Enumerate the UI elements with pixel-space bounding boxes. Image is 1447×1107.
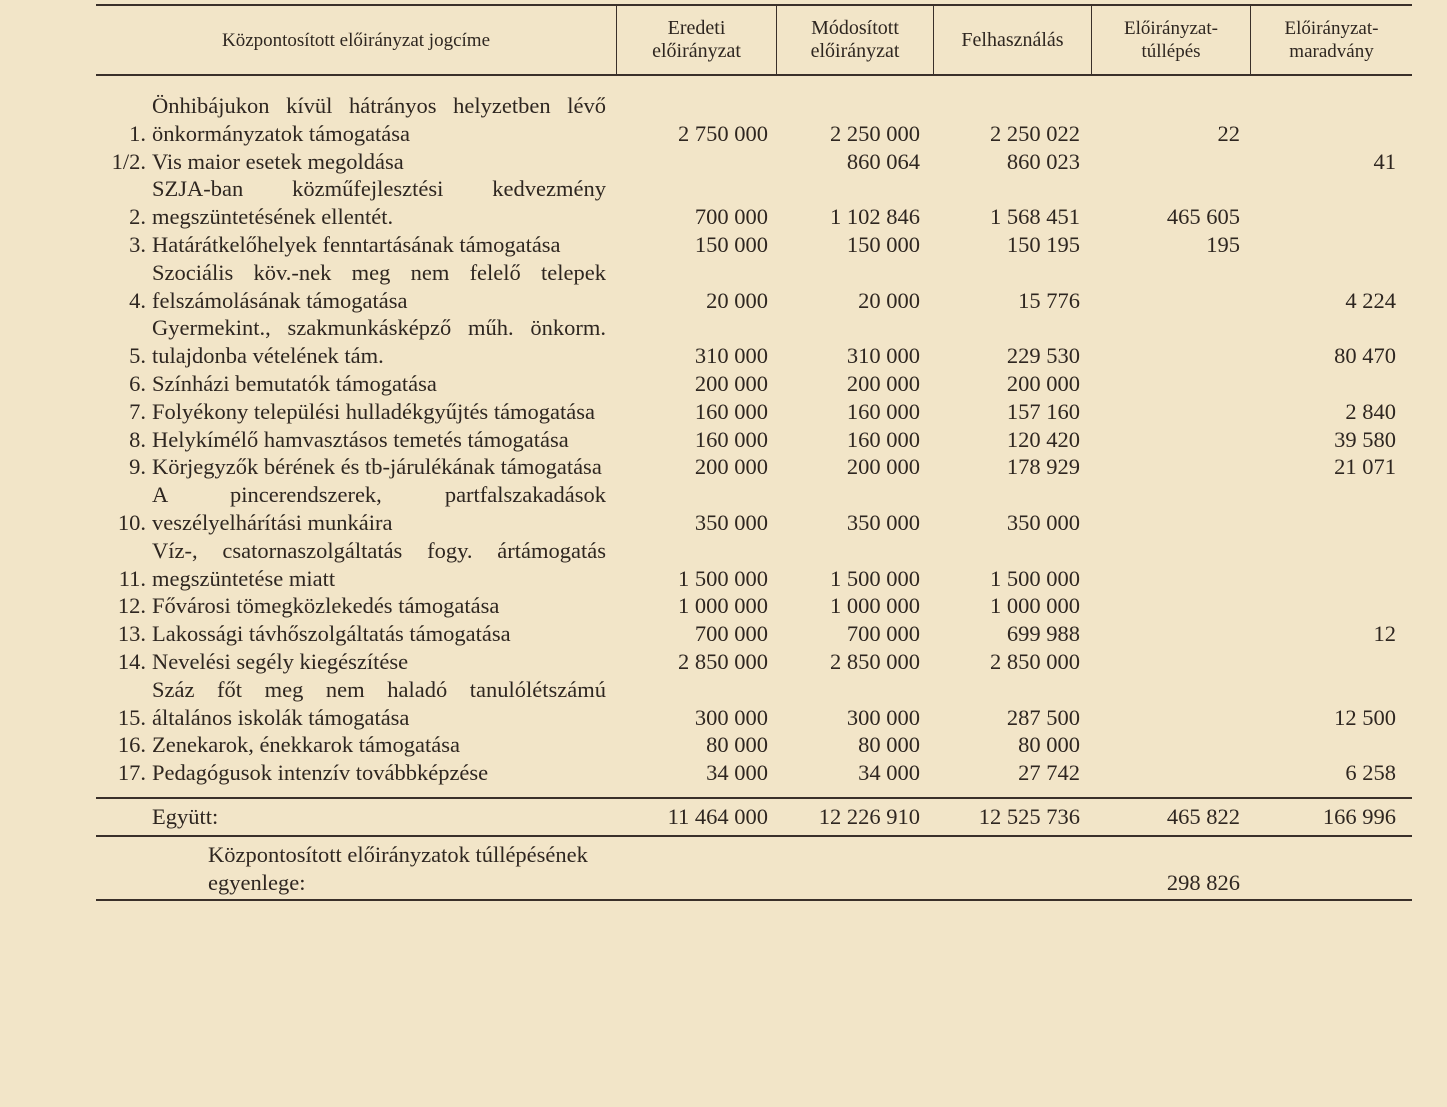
row-used: 2 850 000: [990, 648, 1080, 674]
row-used: 80 000: [1018, 732, 1080, 758]
table-header: [96, 4, 1412, 76]
row-original: 160 000: [694, 426, 768, 452]
row-label: Körjegyzők bérének és tb-járulékának támogatása: [152, 454, 602, 480]
row-used: 1 000 000: [990, 593, 1080, 619]
total-label: Együtt:: [152, 803, 219, 829]
row-used: 1 500 000: [990, 565, 1080, 591]
table-row: [96, 259, 1412, 315]
row-label: Folyékony települési hulladékgyűjtés támogatása: [152, 398, 596, 424]
row-label: Szociális köv.-nek meg nem felelő telepek felszámolásának támogatása: [152, 259, 606, 313]
row-modified: 1 500 000: [830, 565, 920, 591]
header-modified: Módosított előirányzat: [776, 6, 933, 74]
row-label: A pincerendszerek, partfalszakadások veszélyelhárítási munkáira: [152, 482, 606, 535]
table-row: [96, 759, 1412, 787]
row-residual: 39 580: [1334, 426, 1396, 452]
row-number: 6.: [129, 370, 146, 396]
row-original: 1 500 000: [678, 565, 768, 591]
row-overrun: 465 605: [1166, 204, 1240, 230]
row-original: 20 000: [706, 287, 768, 313]
total-overrun: 465 822: [1166, 803, 1240, 829]
row-modified: 860 064: [846, 148, 920, 174]
row-original: 200 000: [694, 454, 768, 480]
header-residual: Előirányzat-maradvány: [1250, 6, 1412, 74]
table-row: [96, 370, 1412, 398]
table-row: [96, 426, 1412, 454]
row-used: 699 988: [1006, 621, 1080, 647]
row-number: 13.: [117, 621, 146, 647]
total-residual: 166 996: [1322, 803, 1396, 829]
row-original: 200 000: [694, 370, 768, 396]
row-number: 16.: [117, 732, 146, 758]
balance-label: Központosított előirányzatok túllépésének egyenlege:: [208, 841, 588, 895]
row-modified: 1 000 000: [830, 593, 920, 619]
balance-section: [96, 837, 1412, 901]
row-label: Gyermekint., szakmunkásképző műh. önkorm. tulajdonba vételének tám.: [152, 315, 606, 369]
row-modified: 700 000: [846, 621, 920, 647]
row-original: 2 750 000: [678, 120, 768, 146]
row-number: 8.: [129, 426, 146, 452]
table-row: [96, 231, 1412, 259]
balance-row: [96, 841, 1412, 897]
table-body: [96, 76, 1412, 787]
row-used: 2 250 022: [990, 120, 1080, 146]
table-row: [96, 148, 1412, 176]
row-number: 3.: [129, 231, 146, 257]
row-label: Nevelési segély kiegészítése: [152, 648, 409, 674]
row-overrun: 195: [1206, 231, 1240, 257]
row-modified: 34 000: [858, 760, 920, 786]
row-modified: 160 000: [846, 398, 920, 424]
row-label: Határátkelőhelyek fenntartásának támogatása: [152, 231, 561, 257]
row-residual: 2 840: [1345, 398, 1396, 424]
table-row: [96, 620, 1412, 648]
row-modified: 310 000: [846, 343, 920, 369]
row-used: 200 000: [1006, 370, 1080, 396]
table-row: [96, 92, 1412, 148]
balance-overrun: 298 826: [1166, 869, 1240, 895]
row-modified: 80 000: [858, 732, 920, 758]
row-original: 700 000: [694, 204, 768, 230]
row-modified: 150 000: [846, 231, 920, 257]
row-original: 80 000: [706, 732, 768, 758]
table-row: [96, 676, 1412, 732]
row-used: 150 195: [1006, 231, 1080, 257]
table-row: [96, 481, 1412, 537]
row-label: Fővárosi tömegközlekedés támogatása: [152, 593, 500, 619]
row-original: 700 000: [694, 621, 768, 647]
row-label: Vis maior esetek megoldása: [152, 148, 404, 174]
row-label: SZJA-ban közműfejlesztési kedvezmény megszüntetésének ellentét.: [152, 176, 606, 230]
row-label: Színházi bemutatók támogatása: [152, 370, 437, 396]
row-residual: 12: [1373, 621, 1396, 647]
row-used: 27 742: [1018, 760, 1080, 786]
total-used: 12 525 736: [978, 803, 1080, 829]
header-title: Központosított előirányzat jogcíme: [221, 29, 491, 51]
row-number: 10.: [117, 509, 146, 535]
row-modified: 200 000: [846, 370, 920, 396]
row-number: 1.: [129, 120, 146, 146]
table-row: [96, 314, 1412, 370]
row-modified: 200 000: [846, 454, 920, 480]
row-number: 15.: [117, 704, 146, 730]
row-used: 287 500: [1006, 704, 1080, 730]
row-label: Önhibájukon kívül hátrányos helyzetben lévő önkormányzatok támogatása: [152, 93, 606, 146]
row-used: 120 420: [1006, 426, 1080, 452]
total-original: 11 464 000: [667, 803, 768, 829]
row-original: 300 000: [694, 704, 768, 730]
row-label: Pedagógusok intenzív továbbképzése: [152, 760, 489, 786]
row-label: Száz főt meg nem haladó tanulólétszámú általános iskolák támogatása: [152, 676, 606, 730]
total-modified: 12 226 910: [818, 803, 920, 829]
row-label: Zenekarok, énekkarok támogatása: [152, 732, 460, 758]
appropriation-table: [96, 4, 1412, 901]
row-used: 350 000: [1006, 509, 1080, 535]
row-original: 160 000: [694, 398, 768, 424]
row-number: 5.: [129, 343, 146, 369]
table-row: [96, 648, 1412, 676]
row-residual: 12 500: [1334, 704, 1396, 730]
row-modified: 20 000: [858, 287, 920, 313]
row-number: 12.: [117, 593, 146, 619]
row-residual: 21 071: [1334, 454, 1396, 480]
row-overrun: 22: [1217, 120, 1240, 146]
row-number: 11.: [118, 565, 146, 591]
table-row: [96, 453, 1412, 481]
row-used: 157 160: [1006, 398, 1080, 424]
row-modified: 1 102 846: [830, 204, 920, 230]
row-original: 350 000: [694, 509, 768, 535]
row-modified: 160 000: [846, 426, 920, 452]
row-label: Helykímélő hamvasztásos temetés támogatása: [152, 426, 569, 452]
table-row: [96, 398, 1412, 426]
row-number: 17.: [117, 760, 146, 786]
row-modified: 2 850 000: [830, 648, 920, 674]
row-number: 1/2.: [111, 148, 146, 174]
row-residual: 6 258: [1345, 760, 1396, 786]
row-number: 4.: [129, 287, 146, 313]
row-residual: 4 224: [1345, 287, 1396, 313]
header-original: Eredeti előirányzat: [616, 6, 776, 74]
row-original: 2 850 000: [678, 648, 768, 674]
row-original: 150 000: [694, 231, 768, 257]
row-used: 860 023: [1006, 148, 1080, 174]
row-residual: 41: [1373, 148, 1396, 174]
table-row: [96, 537, 1412, 593]
row-number: 2.: [129, 204, 146, 230]
row-used: 229 530: [1006, 343, 1080, 369]
row-original: 1 000 000: [678, 593, 768, 619]
row-used: 178 929: [1006, 454, 1080, 480]
table-row: [96, 592, 1412, 620]
row-modified: 350 000: [846, 509, 920, 535]
row-modified: 2 250 000: [830, 120, 920, 146]
row-used: 1 568 451: [990, 204, 1080, 230]
row-number: 9.: [129, 454, 146, 480]
row-number: 14.: [117, 648, 146, 674]
header-overrun: Előirányzat-túllépés: [1091, 6, 1250, 74]
table-row: [96, 731, 1412, 759]
row-label: Víz-, csatornaszolgáltatás fogy. ártámogatás megszüntetése miatt: [152, 537, 606, 591]
header-used: Felhasználás: [933, 6, 1091, 74]
row-original: 310 000: [694, 343, 768, 369]
row-label: Lakossági távhőszolgáltatás támogatása: [152, 621, 511, 647]
row-number: 7.: [129, 398, 146, 424]
table-row: [96, 175, 1412, 231]
total-section: [96, 799, 1412, 835]
row-original: 34 000: [706, 760, 768, 786]
row-residual: 80 470: [1334, 343, 1396, 369]
row-used: 15 776: [1018, 287, 1080, 313]
row-modified: 300 000: [846, 704, 920, 730]
total-row: [96, 799, 1412, 835]
